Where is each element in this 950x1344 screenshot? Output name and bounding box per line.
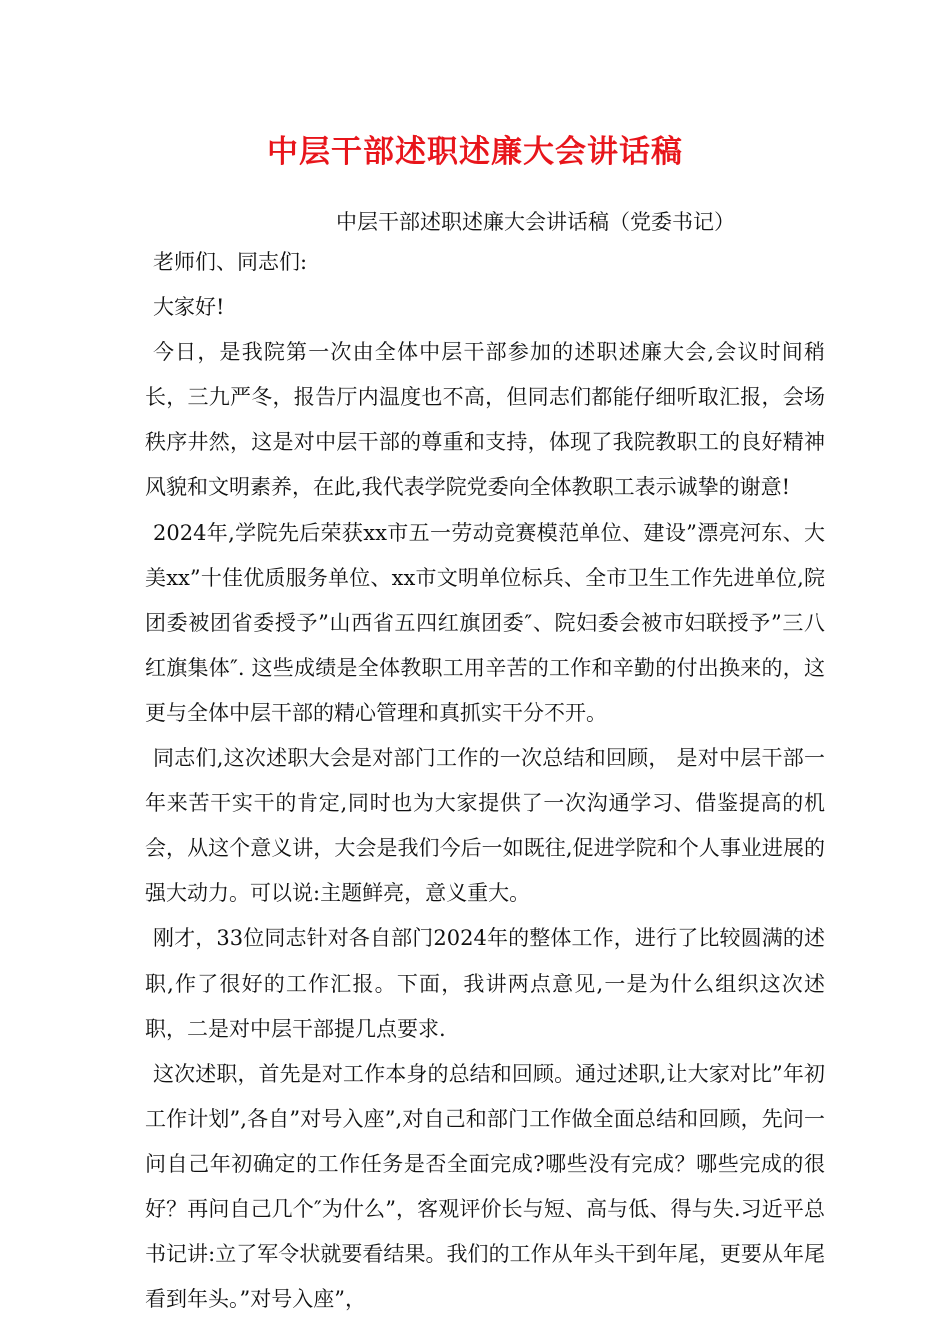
paragraph: 这次述职，首先是对工作本身的总结和回顾。通过述职,让大家对比”年初工作计划”,各自”对号入座”,对自己和部门工作做全面总结和回顾，先问一问自己年初确定的工作任务是否全面完成?哪些没有完成？哪些完成的很好？再问自己几个″为什么”，客观评价长与短、高与低、得与失.习近平总书记讲:立了军令状就要看结果。我们的工作从年头干到年尾，更要从年尾看到年头。”对号入座”， xyxy=(145,1061,825,1312)
document-title: 中层干部述职述廉大会讲话稿 xyxy=(267,134,683,170)
paragraph: 刚才，33位同志针对各自部门2024年的整体工作，进行了比较圆满的述职,作了很好的工作汇报。下面，我讲两点意见,一是为什么组织这次述职，二是对中层干部提几点要求. xyxy=(145,926,825,1041)
document-subtitle: 中层干部述职述廉大会讲话稿（党委书记） xyxy=(336,210,735,234)
salutation: 老师们、同志们: xyxy=(153,250,308,274)
greeting: 大家好! xyxy=(153,295,225,320)
paragraph: 今日，是我院第一次由全体中层干部参加的述职述廉大会,会议时间稍长，三九严冬，报告厅内温度也不高，但同志们都能仔细听取汇报，会场秩序井然，这是对中层干部的尊重和支持，体现了我院教职工的良好精神风貌和文明素养，在此,我代表学院党委向全体教职工表示诚挚的谢意! xyxy=(145,340,825,500)
paragraph: 同志们,这次述职大会是对部门工作的一次总结和回顾， 是对中层干部一年来苦干实干的肯定,同时也为大家提供了一次沟通学习、借鉴提高的机会，从这个意义讲，大会是我们今后一如既往,促进学院和个人事业进展的强大动力。可以说:主题鲜亮，意义重大。 xyxy=(145,746,825,906)
paragraph: 2024年,学院先后荣获xx市五一劳动竞赛模范单位、建设”漂亮河东、大美xx”十佳优质服务单位、xx市文明单位标兵、全市卫生工作先进单位,院团委被团省委授予”山西省五四红旗团委″、院妇委会被市妇联授予”三八红旗集体″. 这些成绩是全体教职工用辛苦的工作和辛勤的付出换来的，这更与全体中层干部的精心管理和真抓实干分不开。 xyxy=(145,520,825,725)
document-body xyxy=(145,240,825,1322)
